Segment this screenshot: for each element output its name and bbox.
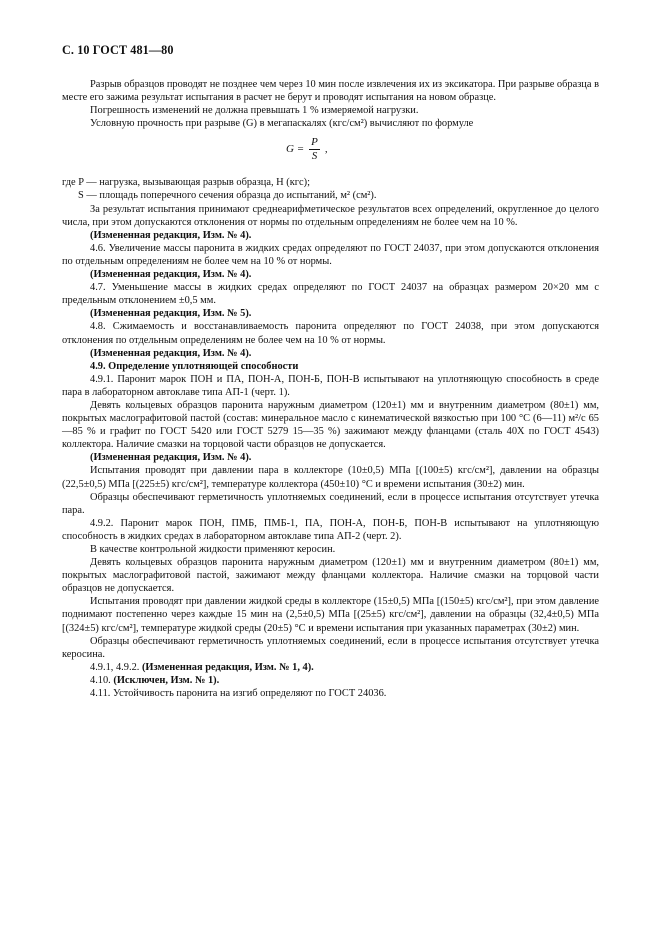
edit-note: (Измененная редакция, Изм. № 4). [90,452,252,464]
edit-note: (Измененная редакция, Изм. № 4). [90,269,252,281]
paragraph: 4.6. Увеличение массы паронита в жидких средах определяют по ГОСТ 24037, при этом допускаются отклонения по отдельным определениям не более чем на 10 % от нормы. [62,242,599,267]
paragraph: Испытания проводят при давлении пара в коллекторе (10±0,5) МПа [(100±5) кгс/см²], давлении на образцы (22,5±0,5) МПа [(225±5) кгс/см²], температуре коллектора (450±10) °С и времени испытания (30±2) мин. [62,465,599,490]
formula-lhs: G = [286,143,305,156]
edit-note-prefix: 4.10. [90,674,111,686]
formula-expression [286,136,328,163]
formula-fraction [309,136,320,163]
paragraph: В качестве контрольной жидкости применяют керосин. [90,544,336,555]
section-heading: 4.9. Определение уплотняющей способности [90,360,299,372]
page-header: С. 10 ГОСТ 481—80 [62,43,174,57]
paragraph: За результат испытания принимают среднеарифметическое результатов всех определений, округленное до целого числа, при этом допускаются отклонения от нормы по отдельным определениям не более чем на 10 %. [62,203,599,228]
paragraph: Разрыв образцов проводят не позднее чем через 10 мин после извлечения их из эксикатора. При разрыве образца в месте его зажима результат испытания в расчет не берут и проводят испытания на новом образце. [62,79,599,104]
paragraph: Образцы обеспечивают герметичность уплотняемых соединений, если в процессе испытания отсутствует утечка керосина. [62,635,599,660]
formula [62,134,599,172]
paragraph: Девять кольцевых образцов паронита наружным диаметром (120±1) мм и внутренним диаметром (80±1) мм, покрытых маслографитовой пастой, зажимают между фланцами коллектора. Наличие смазки на торцовой части образцов не допускается. [62,557,599,595]
document-body [62,78,599,700]
edit-note: (Измененная редакция, Изм. № 4). [90,229,252,241]
formula-where-p: где P — нагрузка, вызывающая разрыв образца, Н (кгс); [62,177,310,189]
formula-comma: , [324,143,328,156]
formula-denominator: S [311,150,318,163]
paragraph: 4.9.1. Паронит марок ПОН и ПА, ПОН-А, ПОН-Б, ПОН-В испытывают на уплотняющую способность в среде пара в лабораторном автоклаве типа АП-1 (черт. 1). [62,373,599,398]
edit-note-prefix: 4.9.1, 4.9.2. [90,661,140,673]
formula-numerator: P [311,136,318,149]
formula-where-s: S — площадь поперечного сечения образца до испытаний, м² (см²). [78,190,377,202]
edit-note-line [62,674,599,687]
paragraph: Девять кольцевых образцов паронита наружным диаметром (120±1) мм и внутренним диаметром (80±1) мм, покрытых маслографитовой пастой (состав: минеральное масло с кинематической вязкостью при 100 °С (6—11) м²/с 65—85 % и графит по ГОСТ 5420 или ГОСТ 5279 15—35 %) зажимают между фланцами (сталь 40Х по ГОСТ 4543) коллектора. Наличие смазки на торцовой части образцов не допускается. [62,399,599,451]
paragraph: 4.8. Сжимаемость и восстанавливаемость паронита определяют по ГОСТ 24038, при этом допускаются отклонения по отдельным определениям не более чем на 10 % от нормы. [62,321,599,346]
paragraph: Условную прочность при разрыве (G) в мегапаскалях (кгс/см²) вычисляют по формуле [90,118,474,130]
paragraph: Образцы обеспечивают герметичность уплотняемых соединений, если в процессе испытания отсутствует утечка пара. [62,491,599,516]
paragraph: 4.11. Устойчивость паронита на изгиб определяют по ГОСТ 24036. [90,688,387,700]
paragraph: Погрешность изменений не должна превышать 1 % измеряемой нагрузки. [90,105,419,117]
paragraph: 4.7. Уменьшение массы в жидких средах определяют по ГОСТ 24037 на образцах размером 20×20 мм с предельным отклонением ±0,5 мм. [62,282,599,307]
edit-note-line [62,661,599,674]
edit-note: (Измененная редакция, Изм. № 5). [90,308,252,320]
edit-note: (Измененная редакция, Изм. № 4). [90,347,252,359]
edit-note: (Измененная редакция, Изм. № 1, 4). [141,661,314,673]
paragraph: Испытания проводят при давлении жидкой среды в коллекторе (15±0,5) МПа [(150±5) кгс/см²], при этом давление поднимают постепенно через каждые 15 мин на (2,5±0,5) МПа [(25±5) кгс/см²], давлении на образцы (32,4±0,5) МПа [(324±5) кгс/см²], температуре жидкой среды (20±5) °С и времени испытания при указанных параметрах (30±2) мин. [62,596,599,634]
edit-note: (Исключен, Изм. № 1). [113,674,220,686]
paragraph: 4.9.2. Паронит марок ПОН, ПМБ, ПМБ-1, ПА, ПОН-А, ПОН-Б, ПОН-В испытывают на уплотняющую способность в жидких средах в лабораторном автоклаве типа АП-2 (черт. 2). [62,517,599,542]
